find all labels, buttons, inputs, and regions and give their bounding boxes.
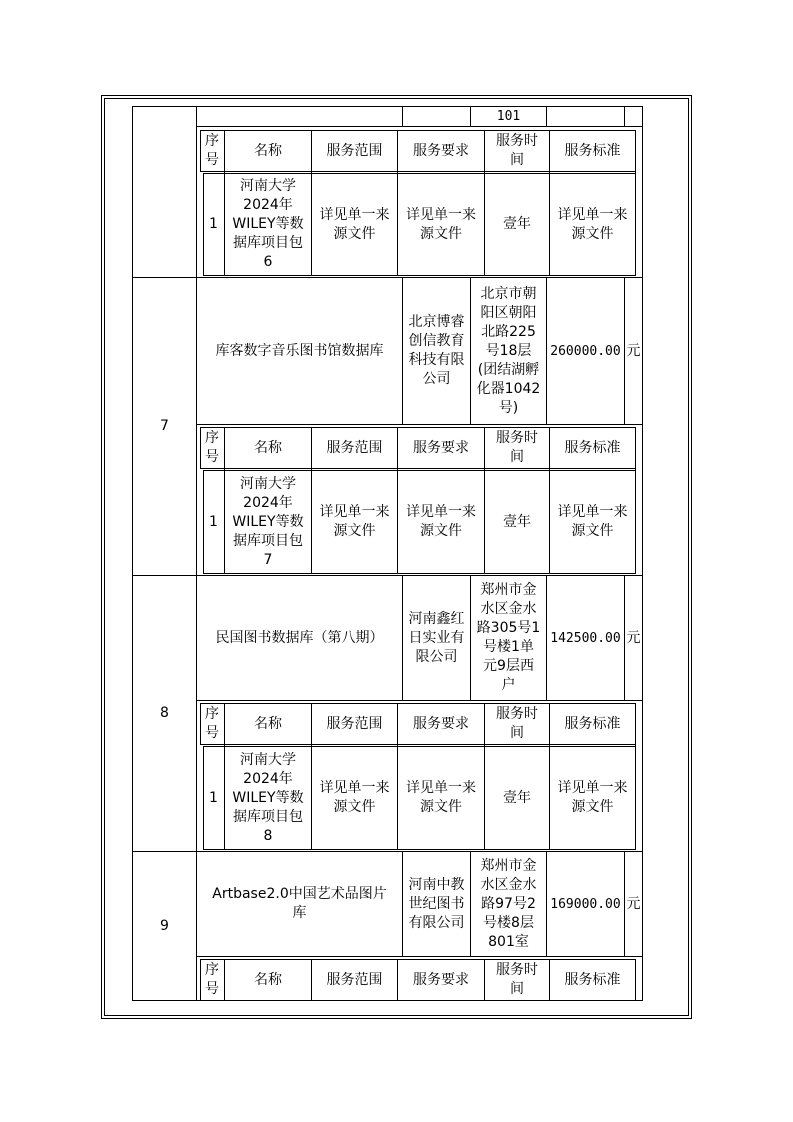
supplier-address: 北京市朝 阳区朝阳 北路225 号18层 (团结湖孵 化器1042 号) xyxy=(476,285,541,416)
amount: 260000.00 xyxy=(550,343,621,359)
supplier-name: 河南鑫红 日实业有 限公司 xyxy=(408,610,465,665)
detail-no: 1 xyxy=(209,216,218,232)
header-name: 名称 xyxy=(254,971,282,988)
header-std: 服务标准 xyxy=(564,715,621,732)
detail-std: 详见单一来 源文件 xyxy=(557,206,628,242)
header-std: 服务标准 xyxy=(564,142,621,159)
header-name: 名称 xyxy=(254,715,282,732)
detail-std: 详见单一来 源文件 xyxy=(557,504,628,539)
header-no: 序 号 xyxy=(205,430,219,465)
header-name: 名称 xyxy=(254,142,282,159)
detail-time: 壹年 xyxy=(503,216,531,232)
header-time: 服务时 间 xyxy=(496,706,538,741)
detail-req: 详见单一来 源文件 xyxy=(406,504,476,539)
detail-name: 河南大学 2024年 WILEY等数 据库项目包 8 xyxy=(232,751,304,844)
detail-req: 详见单一来 源文件 xyxy=(406,780,476,815)
header-no: 序 号 xyxy=(205,133,219,168)
header-time: 服务时 间 xyxy=(496,133,538,168)
detail-no: 1 xyxy=(209,789,218,806)
row-index: 9 xyxy=(160,917,169,934)
project-name: Artbase2.0中国艺术品图片 库 xyxy=(212,886,387,921)
header-scope: 服务范围 xyxy=(326,142,383,159)
supplier-name: 河南中教 世纪图书 有限公司 xyxy=(408,876,465,931)
detail-name: 河南大学 2024年 WILEY等数 据库项目包 7 xyxy=(232,475,304,568)
detail-scope: 详见单一来 源文件 xyxy=(319,504,390,539)
detail-scope: 详见单一来 源文件 xyxy=(319,206,390,242)
header-req: 服务要求 xyxy=(413,971,469,988)
header-req: 服务要求 xyxy=(413,439,469,456)
header-no: 序 号 xyxy=(205,706,219,741)
header-scope: 服务范围 xyxy=(326,971,383,988)
top-row-cell: 101 xyxy=(496,109,521,124)
row-index: 7 xyxy=(160,418,169,434)
header-name: 名称 xyxy=(254,439,282,456)
supplier-address: 郑州市金 水区金水 路305号1 号楼1单 元9层西 户 xyxy=(476,582,541,693)
header-no: 序 号 xyxy=(205,962,219,997)
supplier-address: 郑州市金 水区金水 路97号2 号楼8层 801室 xyxy=(480,857,537,950)
amount-unit: 元 xyxy=(626,629,641,646)
detail-name: 河南大学 2024年 WILEY等数 据库项目包 6 xyxy=(232,178,304,270)
detail-std: 详见单一来 源文件 xyxy=(557,780,628,815)
project-name: 民国图书数据库（第八期） xyxy=(215,629,384,646)
header-std: 服务标准 xyxy=(564,971,621,988)
amount-unit: 元 xyxy=(626,895,641,912)
header-scope: 服务范围 xyxy=(326,439,383,456)
header-req: 服务要求 xyxy=(413,715,469,732)
supplier-name: 北京博睿 创信教育 科技有限 公司 xyxy=(408,314,465,387)
header-time: 服务时 间 xyxy=(496,962,538,997)
amount: 142500.00 xyxy=(550,630,621,646)
row-index: 8 xyxy=(160,705,169,721)
detail-scope: 详见单一来 源文件 xyxy=(319,780,390,815)
project-name: 库客数字音乐图书馆数据库 xyxy=(215,342,384,359)
amount-unit: 元 xyxy=(626,342,641,359)
detail-time: 壹年 xyxy=(503,789,531,806)
amount: 169000.00 xyxy=(550,896,621,912)
header-time: 服务时 间 xyxy=(496,430,538,465)
detail-no: 1 xyxy=(209,513,218,530)
header-req: 服务要求 xyxy=(413,142,469,159)
detail-req: 详见单一来 源文件 xyxy=(406,206,476,242)
header-std: 服务标准 xyxy=(564,439,621,456)
detail-time: 壹年 xyxy=(503,513,531,530)
header-scope: 服务范围 xyxy=(326,715,383,732)
